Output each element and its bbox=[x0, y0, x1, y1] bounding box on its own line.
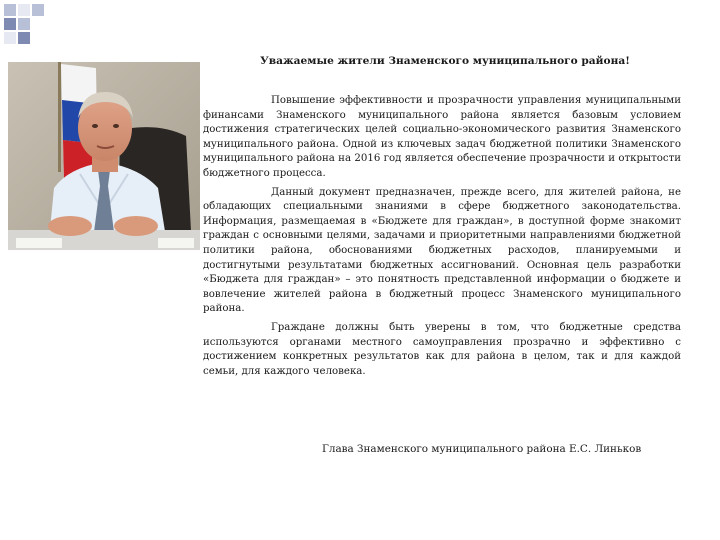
official-portrait-photo bbox=[8, 62, 200, 250]
deco-square bbox=[18, 4, 30, 16]
letter-body bbox=[203, 94, 681, 379]
paragraph: Граждане должны быть уверены в том, что бюджетные средства используются органами местного самоуправления прозрачно и эффективно с достижением конкретных результатов как для района в целом, так и для каждой семьи, для каждого человека. bbox=[203, 321, 681, 377]
paragraph: Данный документ предназначен, прежде всего, для жителей района, не обладающих специальными знаниями в сфере бюджетного законодательства. Информация, размещаемая в «Бюджете для граждан», в доступной форме знакомит граждан с основными целями, задачами и приоритетными направлениями бюджетной политики района, обоснованиями бюджетных расходов, планируемыми и достигнутыми результатами бюджетных ассигнований. Основная цель разработки «Бюджета для граждан» – это понятность представленной информации о бюджете и вовлечение жителей района в бюджетный процесс Знаменского муниципального района. bbox=[203, 186, 681, 315]
signature: Глава Знаменского муниципального района Е.С. Линьков bbox=[322, 443, 642, 455]
deco-square bbox=[4, 18, 16, 30]
deco-square bbox=[32, 4, 44, 16]
corner-decoration bbox=[0, 0, 60, 50]
hands bbox=[48, 216, 92, 236]
page-title: Уважаемые жители Знаменского муниципального района! bbox=[260, 55, 630, 67]
deco-square bbox=[4, 32, 16, 44]
deco-square bbox=[18, 32, 30, 44]
deco-square bbox=[18, 18, 30, 30]
deco-square bbox=[4, 4, 16, 16]
paragraph: Повышение эффективности и прозрачности управления муниципальными финансами Знаменского муниципального района является базовым условием достижения стратегических целей социально-экономического развития Знаменского муниципального района. Одной из ключевых задач бюджетной политики Знаменского муниципального района на 2016 год является обеспечение прозрачности и открытости бюджетного процесса. bbox=[203, 95, 681, 179]
